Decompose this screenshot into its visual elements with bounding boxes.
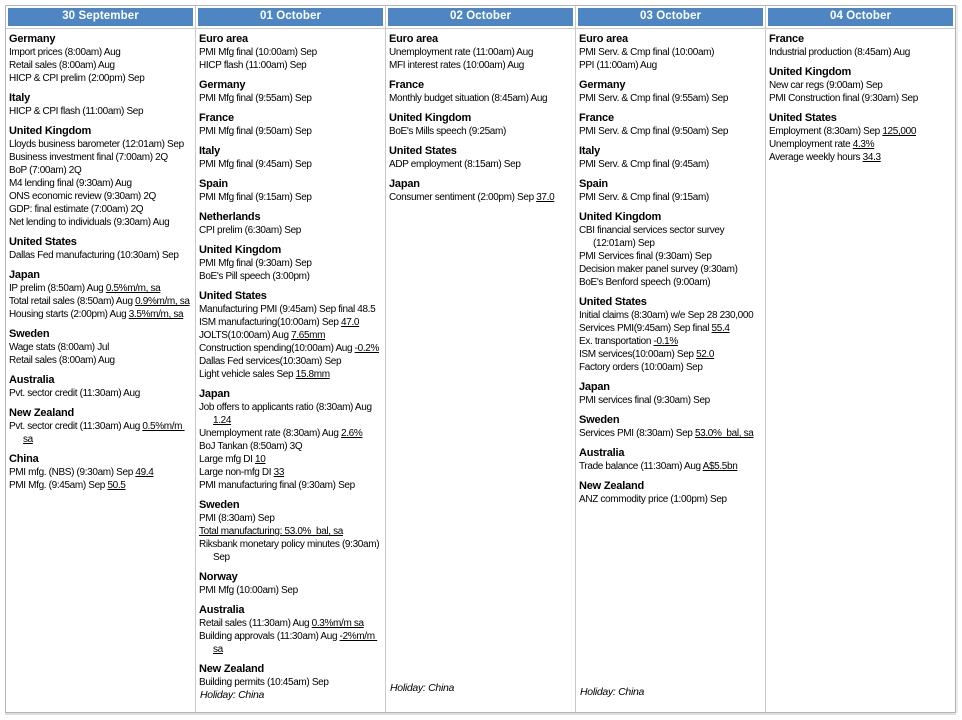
country-heading: Germany [199, 79, 246, 91]
event-item: PMI Mfg. (9:45am) Sep 50.5 [9, 480, 126, 491]
event-value-underlined: 0.5%m/m sa [23, 421, 185, 445]
event-item: Light vehicle sales Sep 15.8mm [199, 369, 330, 380]
country-heading: Euro area [199, 33, 248, 45]
country-heading: United Kingdom [389, 112, 472, 124]
event-item: PMI services final (9:30am) Sep [579, 395, 710, 406]
event-item: PMI Mfg final (9:55am) Sep [199, 93, 312, 104]
day-body [576, 28, 765, 712]
event-value-underlined: Total manufacturing: 53.0% bal, sa [199, 526, 343, 537]
event-value-underlined: 47.0 [341, 317, 360, 328]
event-value-underlined: 15.8mm [295, 369, 330, 380]
country-heading: Spain [199, 178, 228, 190]
event-item: Average weekly hours 34.3 [769, 152, 881, 163]
event-item: Services PMI (8:30am) Sep 53.0% bal, sa [579, 428, 754, 439]
event-item: Pvt. sector credit (11:30am) Aug [9, 388, 140, 399]
event-item: Manufacturing PMI (9:45am) Sep final 48.5 [199, 304, 376, 315]
event-item: Ex. transportation -0.1% [579, 336, 678, 347]
event-value-underlined: -0.2% [354, 343, 380, 354]
event-value-underlined: 33 [273, 467, 285, 478]
country-section [579, 111, 763, 138]
country-heading: United States [9, 236, 77, 248]
day-column-5 [766, 6, 955, 712]
country-section [579, 413, 763, 440]
event-value-underlined: 52.0 [696, 349, 715, 360]
country-heading: Japan [199, 388, 230, 400]
country-heading: Japan [389, 178, 420, 190]
economic-calendar [5, 5, 956, 713]
event-item: PMI mfg. (NBS) (9:30am) Sep 49.4 [9, 467, 154, 478]
event-item: Dallas Fed services(10:30am) Sep [199, 356, 342, 367]
event-item: New car regs (9:00am) Sep [769, 80, 883, 91]
event-item: HICP flash (11:00am) Sep [199, 60, 307, 71]
event-item: Initial claims (8:30am) w/e Sep 28 230,000 [579, 310, 754, 321]
event-item: Trade balance (11:30am) Aug A$5.5bn [579, 461, 738, 472]
country-heading: Germany [9, 33, 56, 45]
event-item: Retail sales (11:30am) Aug 0.3%m/m sa [199, 618, 364, 629]
event-item: HICP & CPI prelim (2:00pm) Sep [9, 73, 145, 84]
event-item: PMI Mfg (10:00am) Sep [199, 585, 298, 596]
country-heading: Germany [579, 79, 626, 91]
holiday-note: Holiday: China [390, 682, 455, 694]
event-item: Construction spending(10:00am) Aug -0.2% [199, 343, 380, 354]
country-section [9, 268, 193, 321]
country-section [579, 479, 763, 506]
event-item: Building approvals (11:30am) Aug -2%m/m sa [199, 631, 378, 655]
event-item: Decision maker panel survey (9:30am) [579, 264, 738, 275]
event-item: BoP (7:00am) 2Q [9, 165, 82, 176]
event-item: Employment (8:30am) Sep 125,000 [769, 126, 917, 137]
country-section [9, 124, 193, 229]
event-item: Services PMI(9:45am) Sep final 55.4 [579, 323, 730, 334]
day-header: 01 October [198, 8, 383, 26]
event-item: BoJ Tankan (8:50am) 3Q [199, 441, 303, 452]
country-heading: Japan [9, 269, 40, 281]
country-section [389, 78, 573, 105]
country-section [389, 177, 573, 204]
country-section [389, 144, 573, 171]
country-section [9, 452, 193, 492]
country-heading: Sweden [9, 328, 50, 340]
event-value-underlined: 50.5 [107, 480, 126, 491]
event-value-underlined: 0.3%m/m sa [311, 618, 364, 629]
event-value-underlined: 4.3% [852, 139, 875, 150]
event-item: BoE's Benford speech (9:00am) [579, 277, 711, 288]
event-item: PMI Serv. & Cmp final (9:50am) Sep [579, 126, 729, 137]
event-item: HICP & CPI flash (11:00am) Sep [9, 106, 144, 117]
country-heading: United States [579, 296, 647, 308]
event-item: Industrial production (8:45am) Aug [769, 47, 910, 58]
event-item: BoE's Pill speech (3:00pm) [199, 271, 310, 282]
event-item: Large non-mfg DI 33 [199, 467, 285, 478]
country-section [199, 662, 383, 689]
country-section [579, 78, 763, 105]
day-body [386, 28, 575, 712]
event-item: Wage stats (8:00am) Jul [9, 342, 109, 353]
country-section [199, 111, 383, 138]
event-item: Riksbank monetary policy minutes (9:30am) Sep [199, 539, 382, 563]
country-heading: France [199, 112, 234, 124]
country-section [199, 210, 383, 237]
holiday-note: Holiday: China [580, 686, 645, 698]
event-value-underlined: 37.0 [536, 192, 555, 203]
event-item: Import prices (8:00am) Aug [9, 47, 121, 58]
country-section [389, 32, 573, 72]
country-section [579, 446, 763, 473]
country-section [769, 111, 953, 164]
event-item: PMI Serv. & Cmp final (10:00am) [579, 47, 715, 58]
country-heading: France [769, 33, 804, 45]
country-section [9, 327, 193, 367]
event-item: IP prelim (8:50am) Aug 0.5%m/m, sa [9, 283, 161, 294]
event-item: Large mfg DI 10 [199, 454, 266, 465]
country-heading: Australia [579, 447, 625, 459]
country-heading: United Kingdom [769, 66, 852, 78]
event-item [199, 525, 383, 538]
event-value-underlined: 0.9%m/m, sa [135, 296, 190, 307]
event-value-underlined: 3.5%m/m, sa [128, 309, 184, 320]
day-column-1 [6, 6, 196, 712]
event-value-underlined: 55.4 [711, 323, 730, 334]
event-value-underlined: -0.1% [653, 336, 678, 347]
event-item: Retail sales (8:00am) Aug [9, 60, 115, 71]
event-item: PMI Mfg final (9:45am) Sep [199, 159, 312, 170]
country-heading: Australia [9, 374, 55, 386]
event-item: ADP employment (8:15am) Sep [389, 159, 521, 170]
event-value-underlined: 125,000 [882, 126, 917, 137]
event-value-underlined: -2%m/m sa [213, 631, 378, 655]
country-section [199, 78, 383, 105]
event-value-underlined: 7.65mm [291, 330, 326, 341]
event-value-underlined: 1.24 [213, 415, 232, 426]
event-item: Retail sales (8:00am) Aug [9, 355, 115, 366]
country-heading: France [389, 79, 424, 91]
country-heading: United States [389, 145, 457, 157]
country-heading: United Kingdom [9, 125, 92, 137]
country-heading: Netherlands [199, 211, 261, 223]
event-item: PMI (8:30am) Sep [199, 513, 275, 524]
country-section [389, 111, 573, 138]
event-item: Housing starts (2:00pm) Aug 3.5%m/m, sa [9, 309, 184, 320]
country-heading: New Zealand [9, 407, 75, 419]
event-item: Business investment final (7:00am) 2Q [9, 152, 168, 163]
country-section [769, 32, 953, 59]
country-section [9, 406, 193, 446]
country-heading: New Zealand [199, 663, 265, 675]
event-item: PMI Mfg final (10:00am) Sep [199, 47, 317, 58]
country-section [579, 32, 763, 72]
event-item: PPI (11:00am) Aug [579, 60, 657, 71]
event-item: ISM services(10:00am) Sep 52.0 [579, 349, 715, 360]
country-section [199, 144, 383, 171]
event-item: PMI Serv. & Cmp final (9:45am) [579, 159, 709, 170]
country-heading: Sweden [579, 414, 620, 426]
country-heading: Sweden [199, 499, 240, 511]
country-section [579, 210, 763, 289]
country-heading: Italy [9, 92, 31, 104]
country-heading: China [9, 453, 39, 465]
event-item: Unemployment rate (8:30am) Aug 2.6% [199, 428, 363, 439]
event-item: ANZ commodity price (1:00pm) Sep [579, 494, 727, 505]
country-section [579, 144, 763, 171]
country-heading: Euro area [389, 33, 438, 45]
event-item: PMI Services final (9:30am) Sep [579, 251, 712, 262]
event-item: Dallas Fed manufacturing (10:30am) Sep [9, 250, 179, 261]
country-heading: United States [769, 112, 837, 124]
country-heading: Japan [579, 381, 610, 393]
event-item: CPI prelim (6:30am) Sep [199, 225, 301, 236]
day-column-4 [576, 6, 766, 712]
event-value-underlined: 34.3 [862, 152, 881, 163]
event-item: Total retail sales (8:50am) Aug 0.9%m/m, sa [9, 296, 190, 307]
day-body [766, 28, 955, 712]
event-value-underlined: A$5.5bn [702, 461, 738, 472]
day-header: 30 September [8, 8, 193, 26]
country-section [199, 498, 383, 564]
country-section [199, 32, 383, 72]
country-section [579, 295, 763, 374]
event-item: Pvt. sector credit (11:30am) Aug 0.5%m/m sa [9, 421, 185, 445]
event-item: Factory orders (10:00am) Sep [579, 362, 703, 373]
country-heading: Italy [199, 145, 221, 157]
country-heading: New Zealand [579, 480, 645, 492]
event-item: Unemployment rate 4.3% [769, 139, 875, 150]
event-item: PMI Mfg final (9:15am) Sep [199, 192, 312, 203]
country-section [9, 32, 193, 85]
day-header: 03 October [578, 8, 763, 26]
country-heading: France [579, 112, 614, 124]
country-section [199, 387, 383, 492]
country-heading: United Kingdom [199, 244, 282, 256]
day-header: 02 October [388, 8, 573, 26]
country-section [199, 603, 383, 656]
event-value-underlined: 0.5%m/m, sa [105, 283, 161, 294]
country-heading: Norway [199, 571, 238, 583]
day-column-3 [386, 6, 576, 712]
country-section [9, 91, 193, 118]
event-item: PMI Mfg final (9:30am) Sep [199, 258, 312, 269]
country-heading: United Kingdom [579, 211, 662, 223]
country-section [199, 177, 383, 204]
country-section [579, 380, 763, 407]
event-item: ISM manufacturing(10:00am) Sep 47.0 [199, 317, 360, 328]
country-section [199, 243, 383, 283]
event-value-underlined: 53.0% bal, sa [694, 428, 754, 439]
event-item: PMI manufacturing final (9:30am) Sep [199, 480, 355, 491]
event-value-underlined: 10 [255, 454, 266, 465]
country-section [9, 373, 193, 400]
event-value-underlined: 2.6% [341, 428, 363, 439]
event-item: Consumer sentiment (2:00pm) Sep 37.0 [389, 192, 555, 203]
event-item: ONS economic review (9:30am) 2Q [9, 191, 156, 202]
country-section [579, 177, 763, 204]
country-heading: Spain [579, 178, 608, 190]
event-item: PMI Construction final (9:30am) Sep [769, 93, 918, 104]
event-item: MFI interest rates (10:00am) Aug [389, 60, 524, 71]
event-item: PMI Mfg final (9:50am) Sep [199, 126, 312, 137]
country-heading: Euro area [579, 33, 628, 45]
country-heading: United States [199, 290, 267, 302]
event-item: Lloyds business barometer (12:01am) Sep [9, 139, 184, 150]
day-header: 04 October [768, 8, 953, 26]
country-heading: Italy [579, 145, 601, 157]
event-item: Building permits (10:45am) Sep [199, 677, 329, 688]
holiday-note: Holiday: China [200, 689, 265, 701]
day-body [6, 28, 195, 712]
event-item: BoE's Mills speech (9:25am) [389, 126, 506, 137]
day-column-2 [196, 6, 386, 712]
country-section [199, 289, 383, 381]
country-section [199, 570, 383, 597]
event-item: GDP: final estimate (7:00am) 2Q [9, 204, 144, 215]
country-heading: Australia [199, 604, 245, 616]
event-item: PMI Serv. & Cmp final (9:15am) [579, 192, 709, 203]
day-body [196, 28, 385, 712]
event-item: Unemployment rate (11:00am) Aug [389, 47, 534, 58]
event-item: Monthly budget situation (8:45am) Aug [389, 93, 548, 104]
event-value-underlined: 49.4 [135, 467, 154, 478]
event-item: PMI Serv. & Cmp final (9:55am) Sep [579, 93, 729, 104]
event-item: M4 lending final (9:30am) Aug [9, 178, 132, 189]
country-section [9, 235, 193, 262]
country-section [769, 65, 953, 105]
event-item: CBI financial services sector survey (12:01am) Sep [579, 225, 727, 249]
event-item: Net lending to individuals (9:30am) Aug [9, 217, 170, 228]
event-item: JOLTS(10:00am) Aug 7.65mm [199, 330, 326, 341]
event-item: Job offers to applicants ratio (8:30am) Aug 1.24 [199, 402, 375, 426]
